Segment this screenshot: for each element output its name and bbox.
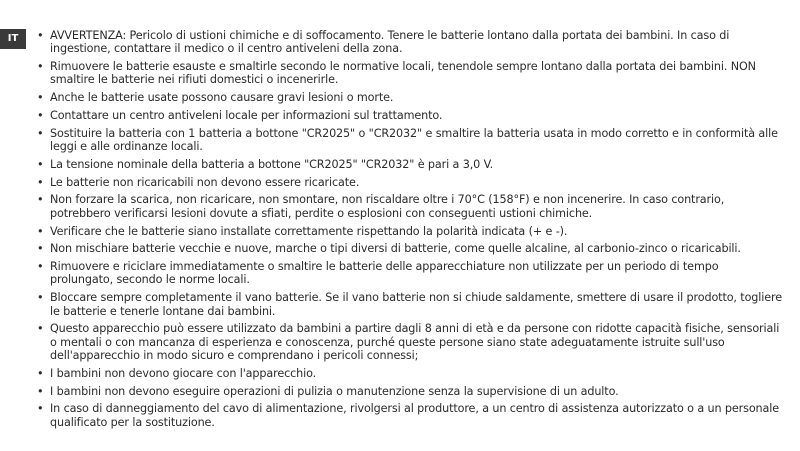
bullet-icon: • — [37, 402, 44, 416]
list-item-text: Rimuovere e riciclare immediatamente o smaltire le batterie delle apparecchiature non utilizzate per un periodo di tempo prolungato, secondo le norme locali. — [50, 260, 719, 287]
bullet-icon: • — [37, 242, 44, 256]
bullet-icon: • — [37, 175, 44, 189]
list-item — [32, 109, 784, 122]
bullet-icon: • — [37, 108, 44, 122]
list-item-text: Contattare un centro antiveleni locale per informazioni sul trattamento. — [50, 108, 443, 122]
list-item-text: Non forzare la scarica, non ricaricare, non smontare, non riscaldare oltre i 70°C (158°F) e non incenerire. In caso contrario, potrebbero verificarsi lesioni dovute a sfiati, perdite o esplosioni con conseguenti ustioni chimiche. — [50, 193, 725, 220]
bullet-icon: • — [37, 91, 44, 105]
bullet-icon: • — [37, 193, 44, 207]
list-item — [32, 29, 784, 56]
bullet-icon: • — [37, 224, 44, 238]
list-item-text: Le batterie non ricaricabili non devono essere ricaricate. — [50, 175, 360, 189]
list-item-text: Questo apparecchio può essere utilizzato da bambini a partire dagli 8 anni di età e da persone con ridotte capacità fisiche, sensoriali o mentali o con mancanza di esperienza e conoscenza, purché queste persone siano state adeguatamente istruite sull'uso dell'apparecchio in modo sicuro e comprendano i pericoli connessi; — [50, 322, 780, 362]
list-item-text: I bambini non devono giocare con l'apparecchio. — [50, 366, 317, 380]
list-item-text: Sostituire la batteria con 1 batteria a bottone "CR2025" o "CR2032" e smaltire la batteria usata in modo corretto e in conformità alle leggi e alle ordinanze locali. — [50, 126, 778, 154]
bullet-icon: • — [37, 322, 44, 336]
list-item — [32, 385, 784, 398]
list-item-text: I bambini non devono eseguire operazioni di pulizia o manutenzione senza la supervisione di un adulto. — [50, 384, 619, 398]
list-item-text: Verificare che le batterie siano installate correttamente rispettando la polarità indicata (+ e -). — [50, 224, 568, 238]
bullet-icon: • — [37, 384, 44, 398]
list-item-text: La tensione nominale della batteria a bottone "CR2025" "CR2032" è pari a 3,0 V. — [50, 157, 494, 171]
list-item-text: AVVERTENZA: Pericolo di ustioni chimiche e di soffocamento. Tenere le batterie lontano dalla portata dei bambini. In caso di ingestione, contattare il medico o il centro antiveleni della zona. — [50, 29, 730, 56]
list-item — [32, 242, 784, 255]
bullet-icon: • — [37, 366, 44, 380]
list-item — [32, 60, 784, 87]
bullet-icon: • — [37, 291, 44, 305]
list-item — [32, 225, 784, 238]
bullet-icon: • — [37, 126, 44, 140]
bullet-icon: • — [37, 60, 44, 74]
list-item-text: Non mischiare batterie vecchie e nuove, marche o tipi diversi di batterie, come quelle alcaline, al carbonio-zinco o ricaricabili. — [50, 242, 741, 256]
list-item-text: Bloccare sempre completamente il vano batterie. Se il vano batterie non si chiude saldamente, smettere di usare il prodotto, togliere le batterie e tenerle lontane dai bambini. — [50, 291, 783, 318]
list-item — [32, 260, 784, 287]
warning-text-block — [32, 29, 784, 433]
list-item — [32, 291, 784, 318]
list-item-text: In caso di danneggiamento del cavo di alimentazione, rivolgersi al produttore, a un centro di assistenza autorizzato o a un personale qualificato per la sostituzione. — [50, 402, 780, 429]
bullet-icon: • — [37, 260, 44, 274]
language-tab-it: IT — [0, 29, 26, 49]
list-item — [32, 176, 784, 189]
list-item — [32, 367, 784, 380]
list-item — [32, 193, 784, 220]
list-item — [32, 91, 784, 104]
bullet-icon: • — [37, 157, 44, 171]
safety-warnings-list — [32, 29, 784, 429]
bullet-icon: • — [37, 29, 44, 42]
list-item — [32, 158, 784, 171]
list-item — [32, 127, 784, 154]
list-item — [32, 402, 784, 429]
list-item-text: Rimuovere le batterie esauste e smaltirle secondo le normative locali, tenendole sempre lontano dalla portata dei bambini. NON smaltire le batterie nei rifiuti domestici o incenerirle. — [50, 60, 756, 87]
list-item — [32, 322, 784, 362]
list-item-text: Anche le batterie usate possono causare gravi lesioni o morte. — [50, 91, 394, 105]
